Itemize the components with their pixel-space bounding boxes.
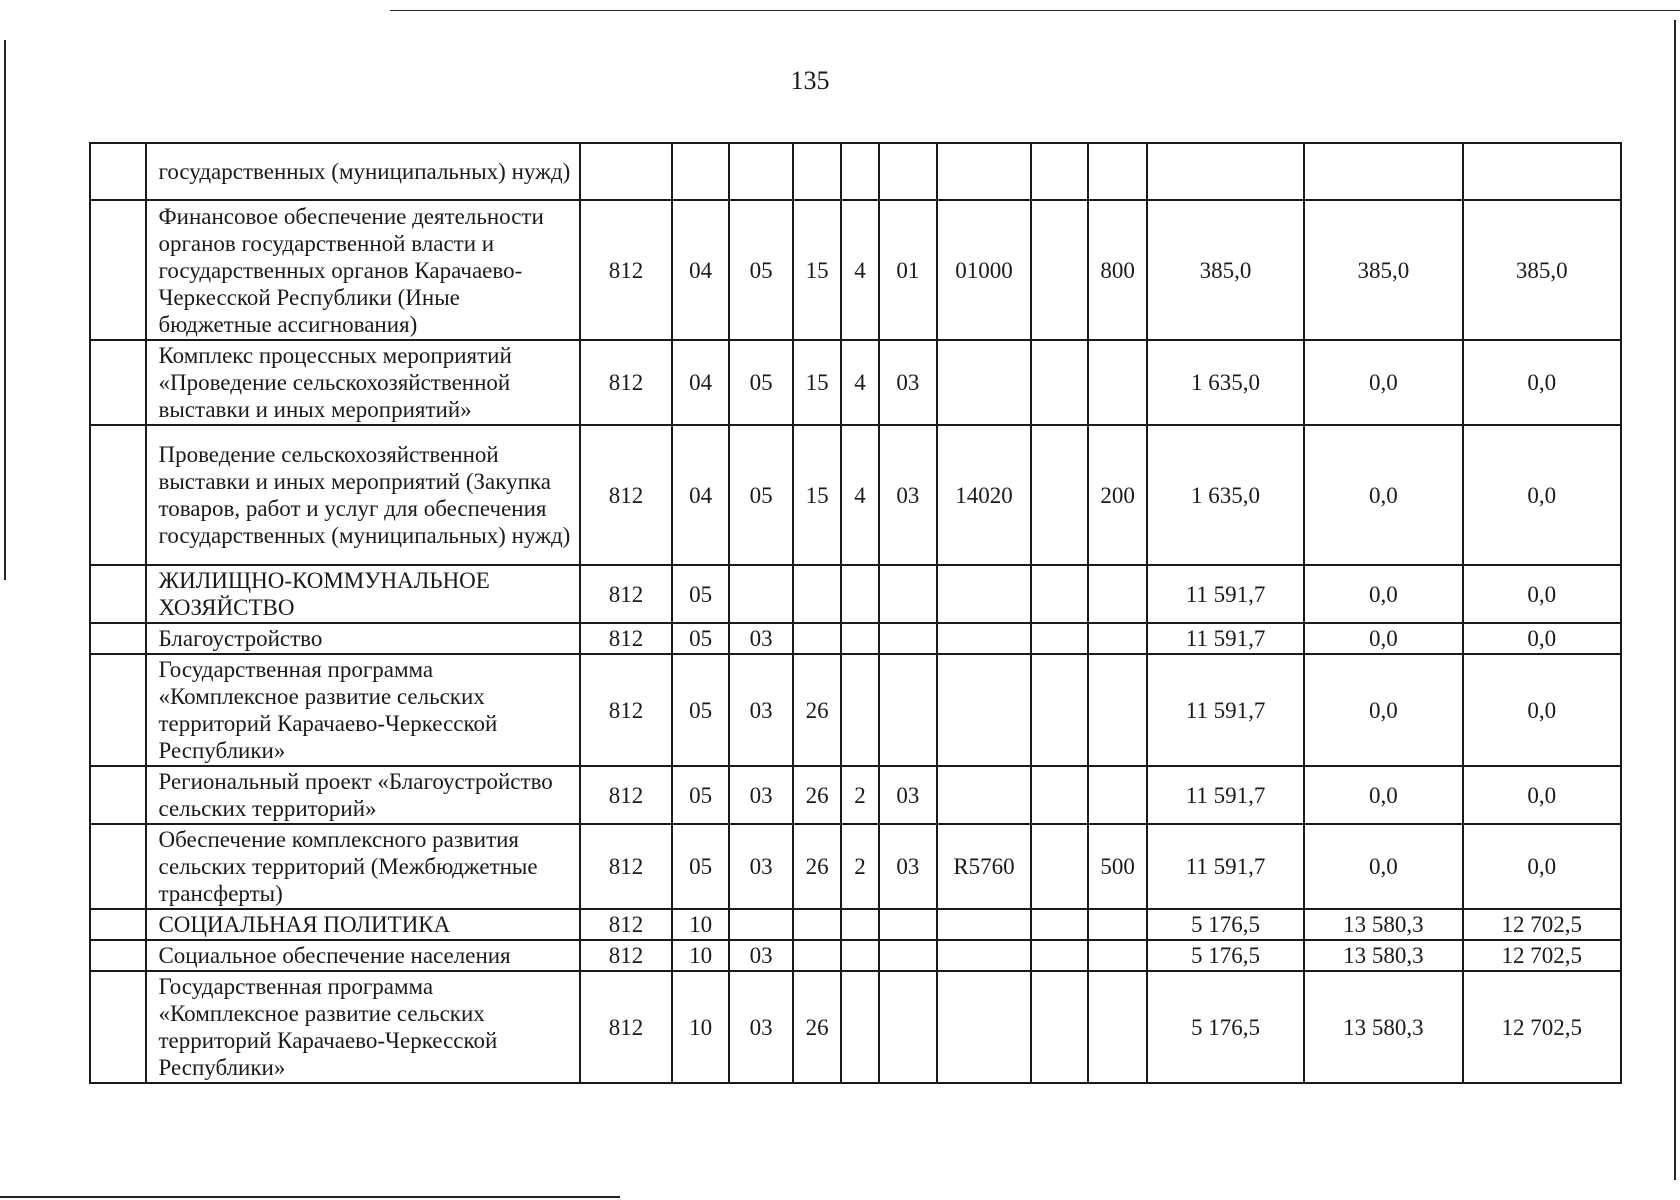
blank-code-cell [1031, 824, 1088, 909]
amount-year-2-cell: 0,0 [1304, 623, 1462, 654]
amount-year-1-cell: 5 176,5 [1147, 971, 1304, 1083]
table-row [90, 623, 1621, 654]
amount-year-1-cell: 385,0 [1147, 200, 1304, 340]
event-code-cell [879, 940, 937, 971]
table-row [90, 565, 1621, 623]
blank-code-cell [1031, 200, 1088, 340]
section-code-cell [672, 143, 729, 200]
amount-year-3-cell: 12 702,5 [1463, 909, 1621, 940]
expense-type-cell [1088, 766, 1146, 824]
subprogram-code-cell: 2 [841, 766, 878, 824]
table-row [90, 766, 1621, 824]
table-row [90, 971, 1621, 1083]
section-code-cell: 05 [672, 623, 729, 654]
subsection-code-cell: 03 [729, 971, 793, 1083]
amount-year-3-cell: 0,0 [1463, 766, 1621, 824]
row-description: ЖИЛИЩНО-КОММУНАЛЬНОЕ ХОЗЯЙСТВО [146, 565, 580, 623]
budget-table [89, 142, 1622, 1084]
amount-year-1-cell: 5 176,5 [1147, 940, 1304, 971]
table-row [90, 824, 1621, 909]
amount-year-1-cell: 1 635,0 [1147, 425, 1304, 565]
direction-code-cell [937, 766, 1031, 824]
subsection-code-cell: 05 [729, 425, 793, 565]
program-code-cell: 26 [793, 766, 841, 824]
event-code-cell: 03 [879, 340, 937, 425]
ministry-code-cell: 812 [580, 425, 672, 565]
amount-year-3-cell: 0,0 [1463, 425, 1621, 565]
ministry-code-cell [580, 143, 672, 200]
section-code-cell: 04 [672, 340, 729, 425]
row-description: Проведение сельскохозяйственной выставки и иных мероприятий (Закупка товаров, работ и услуг для обеспечения государственных (муниципальных) нужд) [146, 425, 580, 565]
event-code-cell: 01 [879, 200, 937, 340]
amount-year-3-cell: 12 702,5 [1463, 940, 1621, 971]
row-index-cell [90, 909, 146, 940]
subprogram-code-cell: 4 [841, 200, 878, 340]
ministry-code-cell: 812 [580, 654, 672, 766]
event-code-cell [879, 623, 937, 654]
row-description: Благоустройство [146, 623, 580, 654]
amount-year-2-cell [1304, 143, 1462, 200]
scan-edge-left [4, 40, 6, 580]
scan-edge-bottom [0, 1196, 620, 1198]
subsection-code-cell: 03 [729, 766, 793, 824]
program-code-cell [793, 940, 841, 971]
event-code-cell [879, 654, 937, 766]
direction-code-cell: 01000 [937, 200, 1031, 340]
amount-year-3-cell: 0,0 [1463, 824, 1621, 909]
amount-year-2-cell: 0,0 [1304, 766, 1462, 824]
amount-year-1-cell: 11 591,7 [1147, 824, 1304, 909]
expense-type-cell [1088, 909, 1146, 940]
row-description: Финансовое обеспечение деятельности органов государственной власти и государственных органов Карачаево-Черкесской Республики (Иные бюджетные ассигнования) [146, 200, 580, 340]
direction-code-cell: R5760 [937, 824, 1031, 909]
direction-code-cell [937, 971, 1031, 1083]
row-index-cell [90, 971, 146, 1083]
table-row [90, 340, 1621, 425]
direction-code-cell [937, 143, 1031, 200]
scan-edge-top [390, 10, 1680, 11]
amount-year-3-cell [1463, 143, 1621, 200]
row-index-cell [90, 766, 146, 824]
ministry-code-cell: 812 [580, 200, 672, 340]
blank-code-cell [1031, 143, 1088, 200]
subsection-code-cell [729, 909, 793, 940]
event-code-cell: 03 [879, 425, 937, 565]
amount-year-1-cell [1147, 143, 1304, 200]
expense-type-cell [1088, 940, 1146, 971]
row-index-cell [90, 143, 146, 200]
direction-code-cell [937, 340, 1031, 425]
amount-year-1-cell: 11 591,7 [1147, 654, 1304, 766]
row-index-cell [90, 623, 146, 654]
amount-year-2-cell: 0,0 [1304, 565, 1462, 623]
program-code-cell: 15 [793, 200, 841, 340]
subsection-code-cell: 03 [729, 623, 793, 654]
expense-type-cell [1088, 340, 1146, 425]
subprogram-code-cell [841, 940, 878, 971]
row-index-cell [90, 340, 146, 425]
row-index-cell [90, 200, 146, 340]
amount-year-1-cell: 11 591,7 [1147, 565, 1304, 623]
row-description: Социальное обеспечение населения [146, 940, 580, 971]
ministry-code-cell: 812 [580, 909, 672, 940]
row-index-cell [90, 654, 146, 766]
event-code-cell [879, 971, 937, 1083]
expense-type-cell [1088, 565, 1146, 623]
direction-code-cell: 14020 [937, 425, 1031, 565]
section-code-cell: 04 [672, 200, 729, 340]
event-code-cell: 03 [879, 766, 937, 824]
amount-year-1-cell: 11 591,7 [1147, 623, 1304, 654]
expense-type-cell: 200 [1088, 425, 1146, 565]
table-row [90, 200, 1621, 340]
row-index-cell [90, 940, 146, 971]
amount-year-3-cell: 0,0 [1463, 654, 1621, 766]
expense-type-cell [1088, 654, 1146, 766]
amount-year-3-cell: 0,0 [1463, 565, 1621, 623]
section-code-cell: 05 [672, 654, 729, 766]
direction-code-cell [937, 940, 1031, 971]
row-index-cell [90, 824, 146, 909]
amount-year-3-cell: 0,0 [1463, 623, 1621, 654]
amount-year-2-cell: 13 580,3 [1304, 971, 1462, 1083]
section-code-cell: 10 [672, 909, 729, 940]
ministry-code-cell: 812 [580, 766, 672, 824]
expense-type-cell [1088, 971, 1146, 1083]
section-code-cell: 10 [672, 971, 729, 1083]
subsection-code-cell: 03 [729, 824, 793, 909]
direction-code-cell [937, 654, 1031, 766]
program-code-cell [793, 565, 841, 623]
ministry-code-cell: 812 [580, 340, 672, 425]
direction-code-cell [937, 909, 1031, 940]
row-description: Региональный проект «Благоустройство сельских территорий» [146, 766, 580, 824]
amount-year-3-cell: 0,0 [1463, 340, 1621, 425]
program-code-cell [793, 143, 841, 200]
event-code-cell [879, 909, 937, 940]
amount-year-2-cell: 0,0 [1304, 340, 1462, 425]
table-row [90, 654, 1621, 766]
amount-year-3-cell: 385,0 [1463, 200, 1621, 340]
subsection-code-cell: 03 [729, 654, 793, 766]
program-code-cell: 26 [793, 971, 841, 1083]
subprogram-code-cell [841, 623, 878, 654]
expense-type-cell [1088, 623, 1146, 654]
table-row [90, 425, 1621, 565]
ministry-code-cell: 812 [580, 565, 672, 623]
subprogram-code-cell [841, 654, 878, 766]
expense-type-cell: 500 [1088, 824, 1146, 909]
amount-year-2-cell: 0,0 [1304, 654, 1462, 766]
blank-code-cell [1031, 623, 1088, 654]
subprogram-code-cell: 4 [841, 425, 878, 565]
subprogram-code-cell [841, 565, 878, 623]
subprogram-code-cell [841, 971, 878, 1083]
blank-code-cell [1031, 340, 1088, 425]
blank-code-cell [1031, 425, 1088, 565]
event-code-cell [879, 565, 937, 623]
amount-year-1-cell: 11 591,7 [1147, 766, 1304, 824]
section-code-cell: 05 [672, 766, 729, 824]
amount-year-1-cell: 5 176,5 [1147, 909, 1304, 940]
blank-code-cell [1031, 766, 1088, 824]
section-code-cell: 05 [672, 565, 729, 623]
amount-year-2-cell: 13 580,3 [1304, 940, 1462, 971]
amount-year-3-cell: 12 702,5 [1463, 971, 1621, 1083]
subprogram-code-cell [841, 143, 878, 200]
subsection-code-cell [729, 565, 793, 623]
program-code-cell: 15 [793, 425, 841, 565]
amount-year-2-cell: 385,0 [1304, 200, 1462, 340]
ministry-code-cell: 812 [580, 824, 672, 909]
row-description: государственных (муниципальных) нужд) [146, 143, 580, 200]
scan-edge-right [1674, 20, 1676, 1180]
ministry-code-cell: 812 [580, 940, 672, 971]
row-index-cell [90, 565, 146, 623]
blank-code-cell [1031, 565, 1088, 623]
blank-code-cell [1031, 940, 1088, 971]
row-index-cell [90, 425, 146, 565]
program-code-cell [793, 623, 841, 654]
event-code-cell [879, 143, 937, 200]
subprogram-code-cell: 2 [841, 824, 878, 909]
page-number: 135 [790, 66, 830, 95]
table-row [90, 909, 1621, 940]
amount-year-2-cell: 0,0 [1304, 425, 1462, 565]
section-code-cell: 10 [672, 940, 729, 971]
subprogram-code-cell [841, 909, 878, 940]
subsection-code-cell: 03 [729, 940, 793, 971]
direction-code-cell [937, 623, 1031, 654]
expense-type-cell [1088, 143, 1146, 200]
section-code-cell: 05 [672, 824, 729, 909]
section-code-cell: 04 [672, 425, 729, 565]
blank-code-cell [1031, 909, 1088, 940]
row-description: Государственная программа «Комплексное развитие сельских территорий Карачаево-Черкесской Республики» [146, 654, 580, 766]
row-description: Государственная программа «Комплексное развитие сельских территорий Карачаево-Черкесской Республики» [146, 971, 580, 1083]
table-row [90, 143, 1621, 200]
row-description: Комплекс процессных мероприятий «Проведение сельскохозяйственной выставки и иных мероприятий» [146, 340, 580, 425]
program-code-cell: 15 [793, 340, 841, 425]
row-description: Обеспечение комплексного развития сельских территорий (Межбюджетные трансферты) [146, 824, 580, 909]
event-code-cell: 03 [879, 824, 937, 909]
amount-year-2-cell: 0,0 [1304, 824, 1462, 909]
amount-year-2-cell: 13 580,3 [1304, 909, 1462, 940]
table-row [90, 940, 1621, 971]
subsection-code-cell: 05 [729, 340, 793, 425]
program-code-cell: 26 [793, 654, 841, 766]
direction-code-cell [937, 565, 1031, 623]
ministry-code-cell: 812 [580, 971, 672, 1083]
table-body [90, 143, 1621, 1083]
subsection-code-cell [729, 143, 793, 200]
blank-code-cell [1031, 654, 1088, 766]
row-description: СОЦИАЛЬНАЯ ПОЛИТИКА [146, 909, 580, 940]
program-code-cell: 26 [793, 824, 841, 909]
subprogram-code-cell: 4 [841, 340, 878, 425]
ministry-code-cell: 812 [580, 623, 672, 654]
amount-year-1-cell: 1 635,0 [1147, 340, 1304, 425]
blank-code-cell [1031, 971, 1088, 1083]
program-code-cell [793, 909, 841, 940]
subsection-code-cell: 05 [729, 200, 793, 340]
expense-type-cell: 800 [1088, 200, 1146, 340]
